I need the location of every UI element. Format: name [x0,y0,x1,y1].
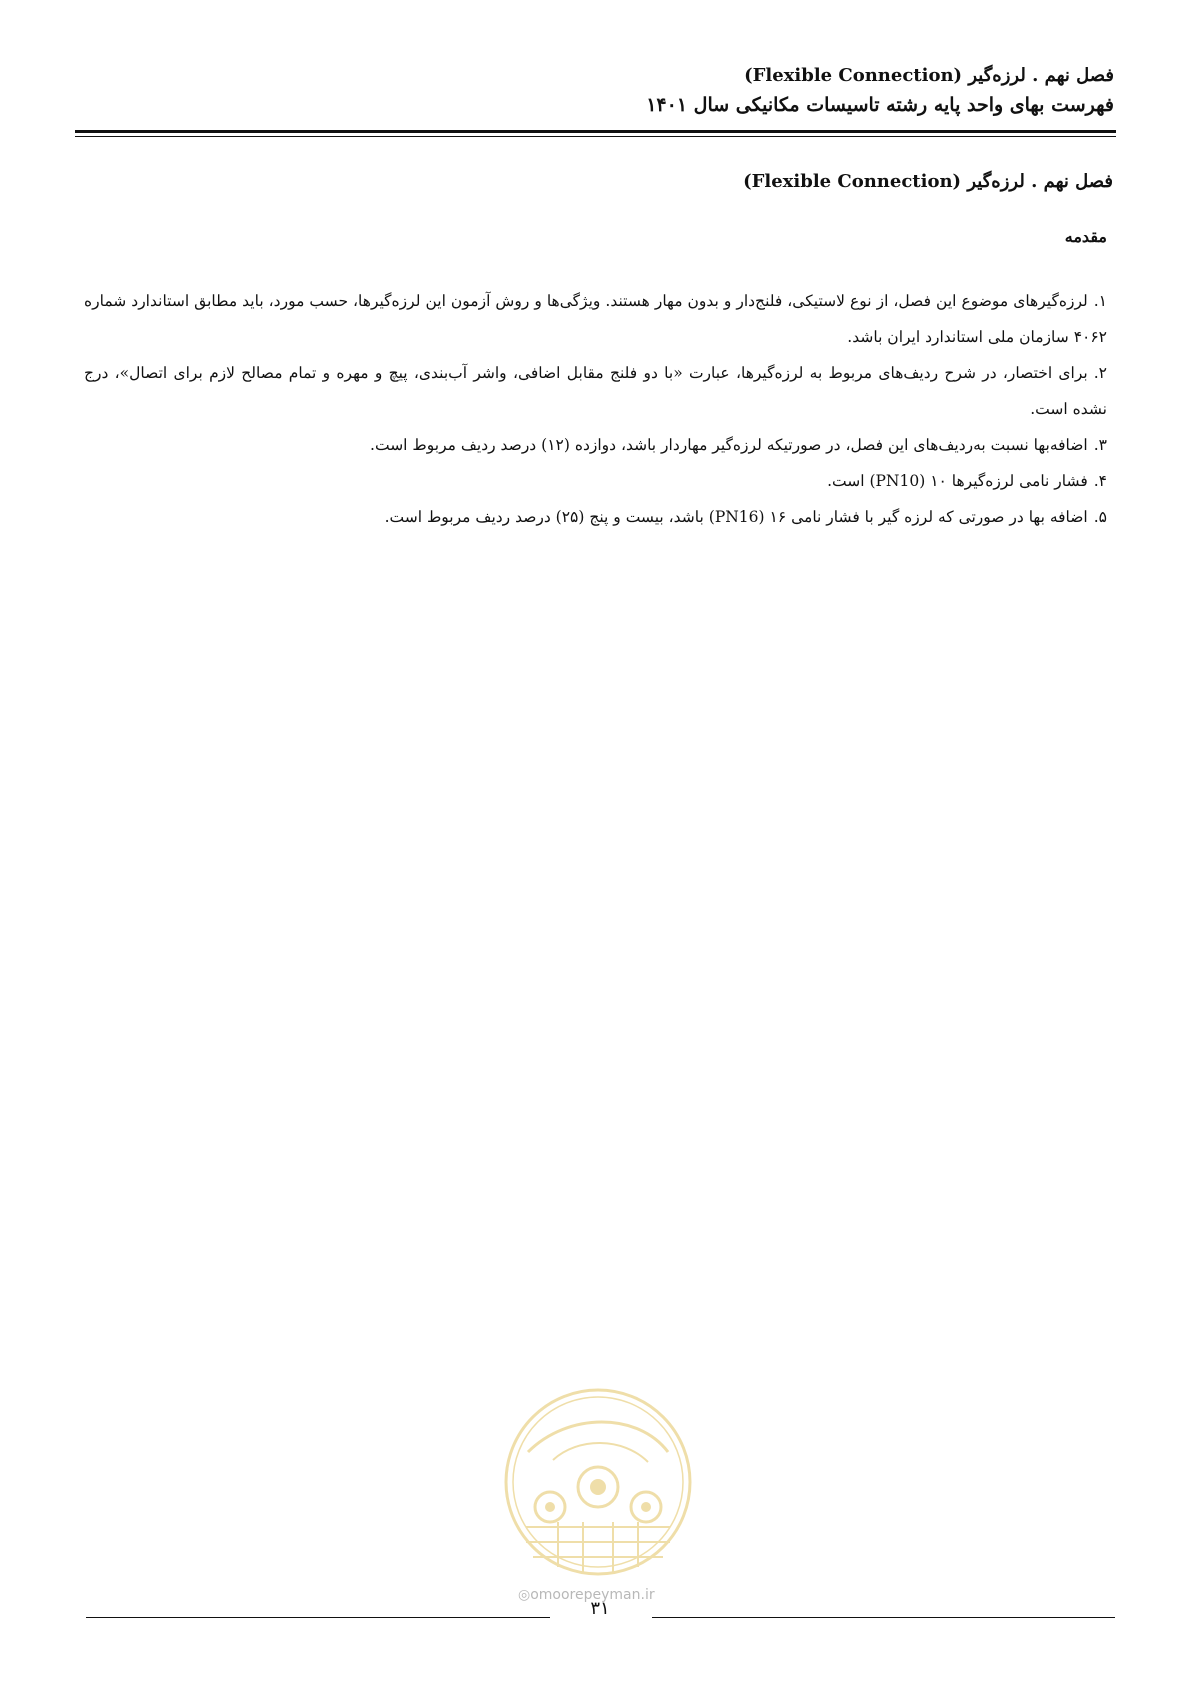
watermark-seal-logo [498,1382,698,1582]
running-header [646,62,1114,120]
item-number: ۳. [1093,436,1107,454]
page-number: ۳۱ [590,1598,610,1619]
item-number: ۱. [1093,292,1107,310]
globe-icon: ◎ [518,1587,531,1603]
watermark-url-text: omoorepeyman.ir [530,1587,655,1603]
list-item [84,355,1107,427]
list-item [84,499,1107,535]
item-number: ۵. [1093,508,1107,526]
item-text: برای اختصار، در شرح ردیف‌های مربوط به لرزه‌گیرها، عبارت «با دو فلنج مقابل اضافی، واشر آب‌بندی، پیچ و مهره و تمام مصالح لازم برای اتصال»، درج نشده است. [84,364,1107,418]
list-item [84,283,1107,355]
footer-rule-right [652,1617,1115,1618]
list-item [84,463,1107,499]
item-text: اضافه بها در صورتی که لرزه گیر با فشار نامی ۱۶ (PN16) باشد، بیست و پنج (۲۵) درصد ردیف مربوط است. [384,508,1088,526]
list-item [84,427,1107,463]
item-number: ۲. [1093,364,1107,382]
header-rule-thin [75,136,1116,137]
intro-heading: مقدمه [1064,227,1107,246]
header-chapter-line: فصل نهم . لرزه‌گیر (Flexible Connection) [744,65,1114,86]
item-text: فشار نامی لرزه‌گیرها ۱۰ (PN10) است. [827,472,1088,490]
header-rule-thick [75,130,1116,133]
item-number: ۴. [1093,472,1107,490]
chapter-title: فصل نهم . لرزه‌گیر (Flexible Connection) [743,171,1113,192]
item-text: لرزه‌گیرهای موضوع این فصل، از نوع لاستیکی، فلنج‌دار و بدون مهار هستند. ویژگی‌ها و روش آزمون این لرزه‌گیرها، حسب مورد، باید مطابق استاندارد شماره ۴۰۶۲ سازمان ملی استاندارد ایران باشد. [84,292,1107,346]
intro-items-list [84,283,1107,535]
footer-rule-left [86,1617,550,1618]
header-book-line: فهرست بهای واحد پایه رشته تاسیسات مکانیکی سال ۱۴۰۱ [646,94,1114,116]
item-text: اضافه‌بها نسبت به‌ردیف‌های این فصل، در صورتیکه لرزه‌گیر مهاردار باشد، دوازده (۱۲) درصد ردیف مربوط است. [370,436,1088,454]
